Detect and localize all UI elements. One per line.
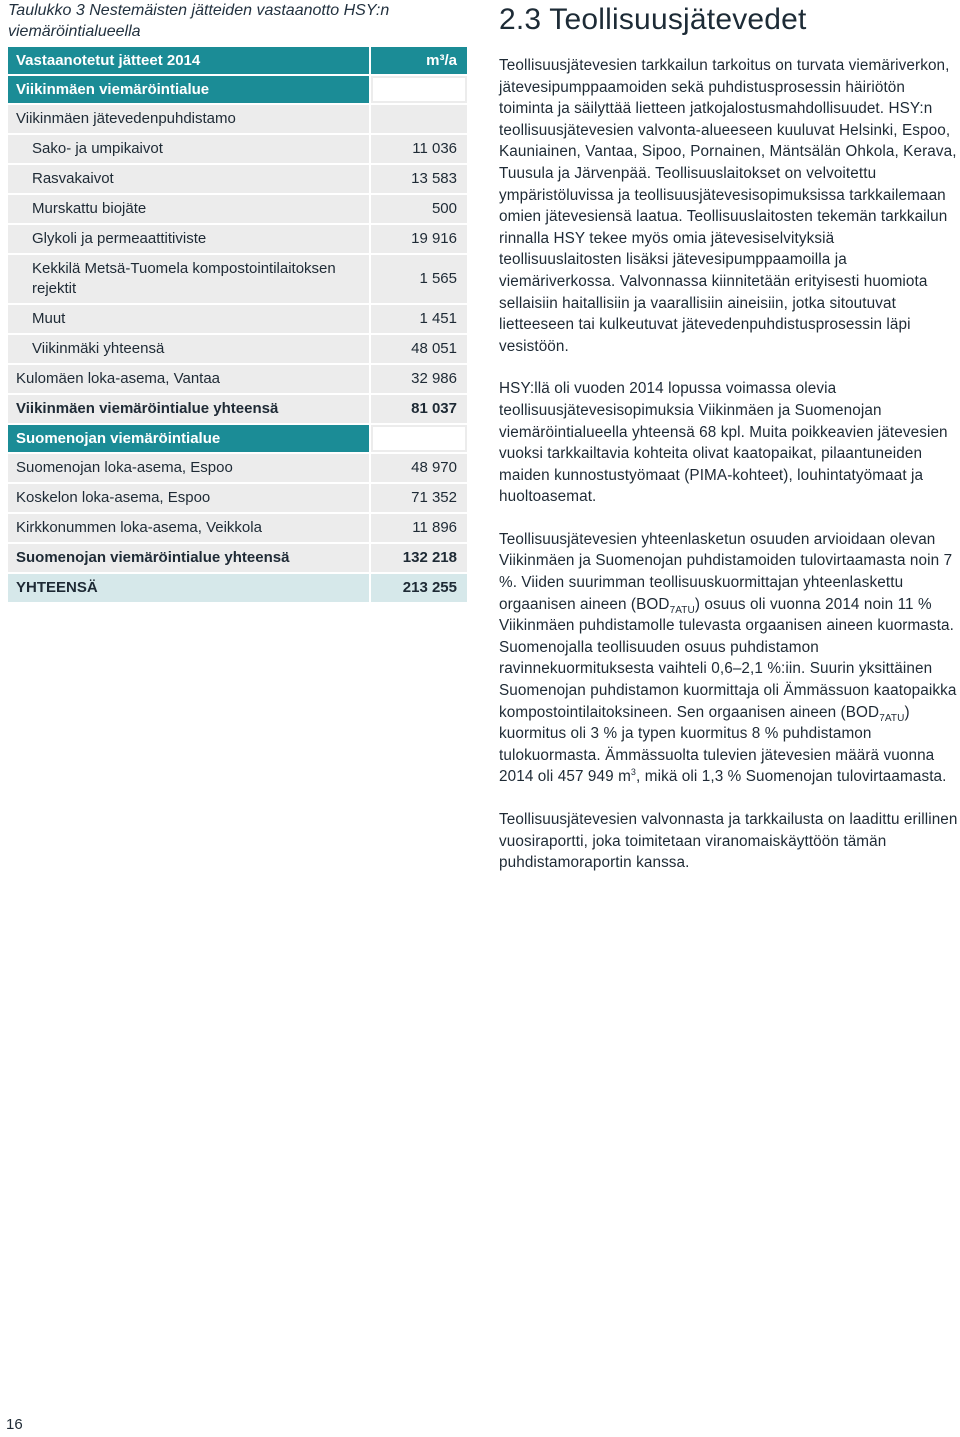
row-value: 500 [370,194,467,224]
text-column [499,0,959,874]
table-row [8,543,467,573]
row-value: 19 916 [370,224,467,254]
row-value: 1 565 [370,254,467,304]
table-row [8,75,467,104]
paragraph-1: Teollisuusjätevesien tarkkailun tarkoitus on turvata viemäriverkon, jätevesipumppaamoiden sekä puhdistusprosessin häiriötön toiminta ja säilyttää lietteen jatkojalostusmahdollisuudet. HSY:n teollisuusjätevesien valvonta-alueeseen kuuluvat Helsinki, Espoo, Kauniainen, Vantaa, Sipoo, Pornainen, Mäntsälän Ohkola, Kerava, Tuusula ja Järvenpää. Teollisuuslaitokset on velvoitettu ympäristöluvissa ja teollisuusjätevesisopimuksissa tarkkailemaan omien jätevesiensä laatua. Teollisuuslaitosten tekemän tarkkailun rinnalla HSY tekee myös omia jätevesiselvityksiä teollisuuslaitosten lisäksi jätevesipumppaamoilla ja viemäriverkossa. Valvonnassa kiinnitetään erityisesti huomiota sellaisiin haitallisiin ja vaarallisiin aineisiin, jotka sitoutuvat lietteeseen tai kulkeutuvat jätevedenpuhdistusprosessin läpi vesistöön. [499,57,957,355]
table-row [8,224,467,254]
table-row [8,513,467,543]
table-row [8,164,467,194]
row-value: 48 051 [370,334,467,364]
table-header-row [8,46,467,75]
table-row [8,194,467,224]
row-value: 1 451 [370,304,467,334]
row-value: 11 896 [370,513,467,543]
table-row [8,364,467,394]
table-header-unit: m³/a [370,46,467,75]
row-value: 13 583 [370,164,467,194]
table-row [8,394,467,424]
table-row [8,453,467,483]
row-label: Suomenojan loka-asema, Espoo [8,453,370,483]
row-value: 213 255 [370,573,467,602]
row-value [370,104,467,134]
row-label: Kirkkonummen loka-asema, Veikkola [8,513,370,543]
row-label: Koskelon loka-asema, Espoo [8,483,370,513]
row-label: Murskattu biojäte [8,194,370,224]
row-label: Viikinmäki yhteensä [8,334,370,364]
row-value: 11 036 [370,134,467,164]
table-row [8,483,467,513]
row-label: Kulomäen loka-asema, Vantaa [8,364,370,394]
table-row [8,104,467,134]
row-label: Muut [8,304,370,334]
table-caption: Taulukko 3 Nestemäisten jätteiden vastaanotto HSY:n viemäröintialueella [8,2,390,40]
paragraph-2: HSY:llä oli vuoden 2014 lopussa voimassa olevia teollisuusjätevesisopimuksia Viikinmäen ja Suomenojan viemäröintialueella yhteensä 68 kpl. Muita poikkeavien jätevesien vuoksi tarkkailtavia kohteita olivat kaatopaikat, pilaantuneiden maiden kunnostustyömaat (PIMA-kohteet), louhintatyömaat ja huoltoasemat. [499,380,948,506]
table-row [8,573,467,602]
row-value [370,424,467,453]
row-value: 132 218 [370,543,467,573]
paragraph-3: Teollisuusjätevesien yhteenlasketun osuuden arvioidaan olevan Viikinmäen ja Suomenojan puhdistamoiden tulovirtaamasta noin 7 %. Viiden suurimman teollisuuskuormittajan yhteenlaskettu orgaanisen aineen $(BOD_{7ATU})$ osuus oli vuonna 2014 noin 11 % Viikinmäen puhdistamolle tulevasta orgaanisen aineen kuormasta. Suomenojalla teollisuuden osuus puhdistamon ravinnekuormituksesta vaihteli 0,6–2,1 %:iin. Suurin yksittäinen Suomenojan puhdistamon kuormittaja oli Ämmässuon kaatopaikka kompostointilaitoksineen. Sen orgaanisen aineen $(BOD_{7ATU})$ kuormitus oli 3 % ja typen kuormitus 8 % puhdistamon tulokuormasta. Ämmässuolta tulevien jätevesien määrä vuonna 2014 oli 457 949 $m^3$, mikä oli 1,3 % Suomenojan tulovirtaamasta. [499,530,957,786]
row-label: Rasvakaivot [8,164,370,194]
row-value: 71 352 [370,483,467,513]
row-label: Suomenojan viemäröintialue yhteensä [8,543,370,573]
row-label: Viikinmäen viemäröintialue [8,75,370,104]
row-value: 81 037 [370,394,467,424]
row-label: Viikinmäen viemäröintialue yhteensä [8,394,370,424]
row-value: 32 986 [370,364,467,394]
row-label: Kekkilä Metsä-Tuomela kompostointilaitoksen rejektit [8,254,370,304]
row-label: Viikinmäen jätevedenpuhdistamo [8,104,370,134]
page-number: 16 [6,1416,23,1433]
row-label: Suomenojan viemäröintialue [8,424,370,453]
row-value [370,75,467,104]
table-row [8,304,467,334]
row-label: Sako- ja umpikaivot [8,134,370,164]
table-row [8,424,467,453]
section-title: 2.3 Teollisuusjätevedet [499,3,807,36]
waste-table [8,45,467,602]
row-value: 48 970 [370,453,467,483]
table-header-label: Vastaanotetut jätteet 2014 [8,46,370,75]
row-label: Glykoli ja permeaattitiviste [8,224,370,254]
table-row [8,134,467,164]
paragraph-4: Teollisuusjätevesien valvonnasta ja tarkkailusta on laadittu erillinen vuosiraportti, joka toimitetaan viranomaiskäyttöön tämän puhdistamoraportin kanssa. [499,811,958,872]
table-row [8,334,467,364]
row-label: YHTEENSÄ [8,573,370,602]
table-row [8,254,467,304]
